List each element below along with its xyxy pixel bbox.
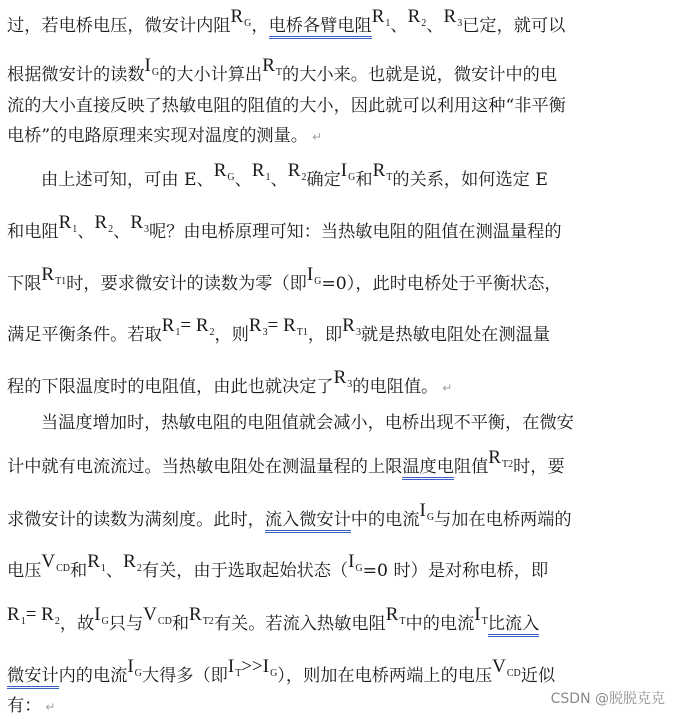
paragraph-line [7,212,562,247]
text: 电压 [7,561,42,581]
symbol: = $R_{T1}$ [267,315,308,338]
text: 确定 [306,170,341,190]
symbol: $I_G$ [340,160,356,183]
underlined-text: 温度电 [402,457,454,480]
symbol: $R_{T1}$ [41,264,67,287]
text: 就是热敏电阻处在测温量 [360,325,551,345]
text: 只与 [108,614,144,634]
text: ， [251,16,269,36]
text: 程的下限温度时的电阻值，由此也就决定了 [7,377,334,397]
underlined-text: 流入微安计 [265,510,351,533]
text: 、 [113,222,131,242]
symbol: $R_3$ [333,367,353,390]
text: 时，要求微安计的读数为零（即 [66,274,307,294]
text: 满足平衡条件。若取 [7,325,162,345]
paragraph-mark-icon: ↵ [45,700,56,714]
paragraph-line [7,656,556,691]
text: 、 [234,170,252,190]
text: 有关。若流入热敏电阻 [213,614,386,634]
text: 呢？由电桥原理可知：当热敏电阻的阻值在测温量程的 [149,222,562,242]
underlined-text: 电桥各臂电阻 [269,16,372,39]
paragraph-line [7,551,549,586]
text: 的电阻值。 [352,377,439,397]
symbol: $I_T$ [474,604,488,627]
symbol: $R_1$ [161,315,181,338]
text: 的关系，如何选定 E [392,170,548,190]
symbol: $R_{T2}$ [488,447,514,470]
symbol: $R_G$ [213,160,235,183]
text: =0 时）是对称电桥，即 [362,561,549,581]
text: 电桥”的电路原理来实现对温度的测量。 [7,126,308,146]
text: ），则加在电桥两端上的电压 [277,666,493,686]
symbol: $I_G$ [262,656,278,679]
text: 求微安计的读数为满刻度。此时， [7,510,265,530]
paragraph-line [7,55,558,90]
symbol: $R_T$ [385,604,406,627]
paragraph-line [41,160,548,195]
paragraph-line [7,124,322,149]
symbol: $R_T$ [372,160,393,183]
paragraph-line [7,367,453,402]
text: 和 [171,614,190,634]
symbol: $R_1$ [251,160,271,183]
symbol: $I_G$ [94,604,109,627]
symbol: $R_2$ [123,551,142,574]
text: ，故 [59,614,95,634]
text: 、 [390,16,408,36]
text: 的大小来。也就是说，微安计中的电 [282,65,558,85]
text: 、 [270,170,288,190]
underlined-text: 微安计 [7,666,59,689]
symbol: $I_G$ [348,551,363,574]
text: 和 [70,561,88,581]
text: 计中就有电流流过。当热敏电阻处在测温量程的上限 [7,457,403,477]
symbol: $V_{CD}$ [492,656,521,679]
symbol: $R_T$ [262,55,283,78]
text: >> [241,656,263,677]
text: 已定，就可以 [462,16,566,36]
symbol: = $R_2$ [180,315,215,338]
paragraph-line [41,411,574,435]
symbol: $I_G$ [144,55,160,78]
paragraph-line [7,264,562,299]
symbol: $R_2$ [287,160,307,183]
text: 中的电流 [405,614,475,634]
symbol: $I_G$ [306,264,322,287]
symbol: $R_3$ [443,6,463,29]
text: ，即 [307,325,343,345]
symbol: $R_3$ [342,315,361,338]
text: 过，若电桥电压，微安计内阻 [7,16,231,36]
text: 内的电流 [58,666,128,686]
symbol: $R_1$ [58,212,78,235]
paragraph-line [7,94,566,118]
text: 有： [7,696,42,716]
text: 阻值 [453,457,489,477]
text: 中的电流 [350,510,420,530]
underlined-text: 比流入 [488,614,540,637]
symbol: $V_{CD}$ [41,551,71,574]
text: 的大小计算出 [159,65,263,85]
text: 、 [77,222,95,242]
symbol: $R_1$ [7,604,26,627]
symbol: $I_G$ [127,656,142,679]
paragraph-line [7,694,55,719]
symbol: = $R_2$ [25,604,60,627]
text: 和 [355,170,373,190]
text: 时，要 [513,457,565,477]
text: ，则 [214,325,249,345]
symbol: $I_T$ [227,656,242,679]
symbol: $R_1$ [87,551,106,574]
text: 与加在电桥两端的 [434,510,572,530]
symbol: $R_3$ [248,315,268,338]
symbol: $R_2$ [94,212,114,235]
symbol: $R_1$ [371,6,391,29]
symbol: $V_{CD}$ [143,604,172,627]
text: 、 [426,16,444,36]
symbol: $I_G$ [419,500,435,523]
symbol: $R_G$ [230,6,252,29]
text: 当温度增加时，热敏电阻的电阻值就会减小，电桥出现不平衡，在微安 [41,413,574,433]
symbol: $R_3$ [130,212,150,235]
paragraph-mark-icon: ↵ [442,381,453,395]
paragraph-line [7,500,572,535]
text: =0），此时电桥处于平衡状态， [321,274,562,294]
text: 近似 [520,666,556,686]
paragraph-line [7,447,565,482]
paragraph-line [7,6,566,41]
paragraph-mark-icon: ↵ [311,130,323,144]
symbol: $R_{T2}$ [189,604,214,627]
symbol: $R_2$ [407,6,427,29]
text: 和电阻 [7,222,59,242]
text: 由上述可知，可由 E、 [41,170,214,190]
text: 、 [105,561,124,581]
text: 根据微安计的读数 [7,65,145,85]
text: 大得多（即 [141,666,228,686]
watermark: CSDN @脱脱克克 [550,691,665,707]
text: 下限 [7,274,42,294]
paragraph-line [7,604,540,639]
text: 有关，由于选取起始状态（ [141,561,349,581]
paragraph-line [7,315,551,350]
text: 流的大小直接反映了热敏电阻的阻值的大小，因此就可以利用这种“非平衡 [7,96,566,116]
